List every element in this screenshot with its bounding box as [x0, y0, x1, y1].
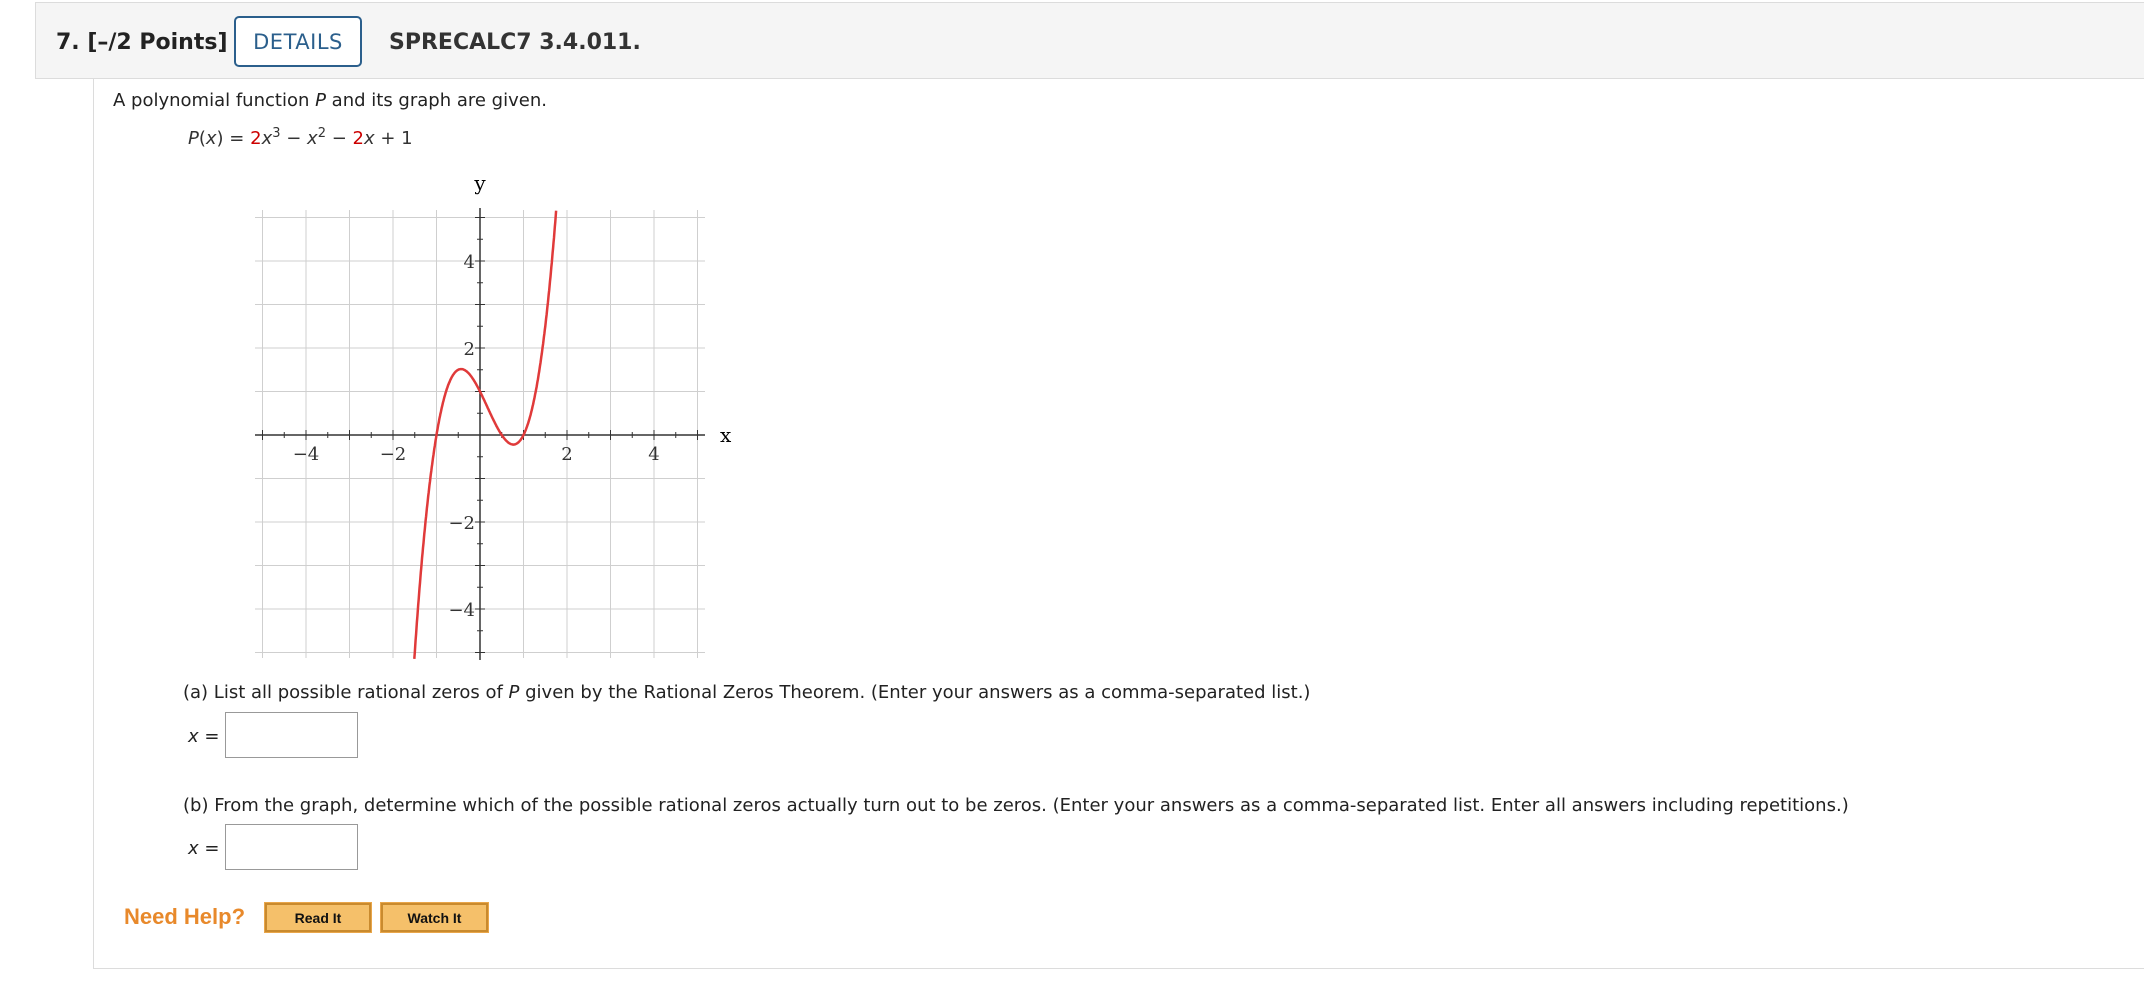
part-b-answer-input[interactable] — [225, 824, 358, 870]
formula-part: x — [363, 128, 375, 149]
formula-part: = — [223, 128, 251, 149]
part-b-x-label — [188, 838, 219, 859]
formula-part: x — [205, 128, 217, 149]
watch-it-button[interactable]: Watch It — [381, 903, 488, 932]
y-tick-label: −4 — [448, 600, 475, 621]
equals-sign: = — [198, 726, 220, 747]
x-tick-label: 2 — [561, 444, 573, 465]
part-a-text-part: given by the Rational Zeros Theorem. (Enter your answers as a comma-separated list.) — [519, 682, 1311, 703]
intro-text-part: A polynomial function — [113, 90, 316, 111]
question-header — [35, 2, 2144, 79]
details-button[interactable]: DETAILS — [234, 16, 362, 67]
question-code: SPRECALC7 3.4.011. — [389, 30, 641, 55]
x-tick-label: −4 — [292, 444, 320, 465]
formula-part: x — [261, 128, 273, 149]
graph-axes — [255, 208, 705, 660]
part-a-x-label — [188, 726, 219, 747]
formula-coef: 2 — [352, 128, 364, 149]
need-help-label: Need Help? — [124, 904, 246, 929]
x-var: x — [188, 726, 199, 747]
y-axis-label: y — [474, 171, 486, 195]
question-number: 7. — [56, 30, 80, 55]
x-var: x — [188, 838, 199, 859]
polynomial-formula: $P(x) = 2x^3 - x^2 - 2x + 1$ — [188, 126, 413, 149]
formula-part: P — [188, 128, 199, 149]
intro-var: P — [315, 90, 326, 111]
y-tick-label: 4 — [463, 252, 475, 273]
formula-exp: 3 — [272, 126, 281, 141]
x-tick-label: −2 — [379, 444, 407, 465]
formula-part: − — [280, 128, 308, 149]
part-a-text — [183, 682, 1310, 703]
formula-coef: 2 — [250, 128, 262, 149]
equals-sign: = — [198, 838, 220, 859]
y-tick-label: 2 — [463, 339, 475, 360]
question-points: [–/2 Points] — [87, 30, 228, 55]
x-tick-label: 4 — [648, 444, 660, 465]
read-it-button[interactable]: Read It — [265, 903, 371, 932]
formula-exp: 2 — [317, 126, 326, 141]
x-axis-label: x — [720, 423, 732, 447]
intro-text — [113, 90, 547, 111]
question-number-points — [56, 30, 228, 55]
part-b-text: (b) From the graph, determine which of the possible rational zeros actually turn out to be zeros. (Enter your answers as a comma-separated list. Enter all answers including repetitions.) — [183, 795, 1849, 816]
polynomial-graph — [245, 170, 745, 670]
formula-part: + 1 — [374, 128, 413, 149]
intro-text-part: and its graph are given. — [325, 90, 547, 111]
part-a-var: P — [508, 682, 520, 703]
part-a-answer-input[interactable] — [225, 712, 358, 758]
part-a-text-part: (a) List all possible rational zeros of — [183, 682, 509, 703]
y-tick-label: −2 — [448, 513, 475, 534]
formula-part: − — [325, 128, 353, 149]
formula-part: x — [307, 128, 318, 149]
